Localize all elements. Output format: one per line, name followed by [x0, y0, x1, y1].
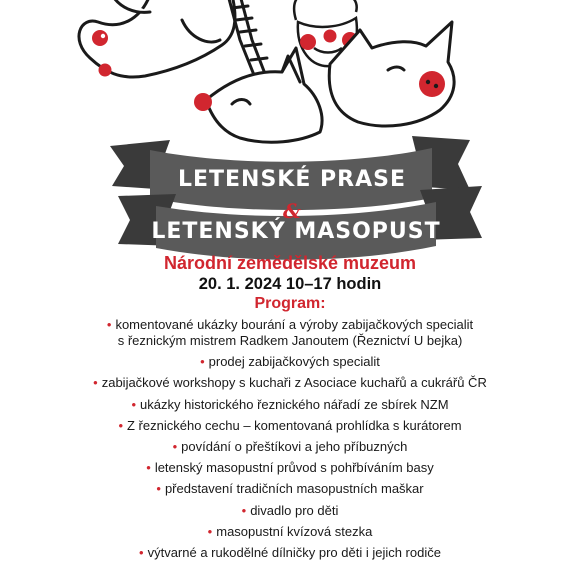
bullet-icon: •: [146, 460, 151, 476]
program-item-text: představení tradičních masopustních maškar: [164, 481, 424, 497]
program-list: [0, 317, 580, 561]
program-item-text: Z řeznického cechu – komentovaná prohlídka s kurátorem: [127, 417, 462, 433]
program-item-text: výtvarné a rukodělné dílničky pro děti i jejich rodiče: [147, 544, 441, 560]
program-item-text: letenský masopustní průvod s pohřbíváním basy: [154, 460, 434, 476]
poster-text-block: [0, 252, 580, 566]
bullet-icon: •: [106, 317, 112, 332]
bullet-icon: •: [118, 417, 123, 433]
program-item-text: komentované ukázky bourání a výroby zabijačkových specialit: [115, 317, 474, 332]
title-ampersand: &: [282, 199, 302, 223]
program-item: [0, 375, 580, 391]
program-item: [0, 503, 580, 519]
program-item: [0, 439, 580, 455]
boar-head-icon: [206, 48, 322, 142]
program-item-text: divadlo pro děti: [250, 502, 339, 518]
program-item-text: povídání o přeštíkovi a jeho příbuzných: [181, 438, 408, 454]
program-item-text: zabijačkové workshopy s kuchaři z Asociace kuchařů a cukrářů ČR: [101, 375, 487, 391]
bullet-icon: •: [93, 375, 98, 391]
title-line-2: LETENSKÝ MASOPUST: [151, 219, 441, 244]
program-item: [0, 481, 580, 497]
bullet-icon: •: [200, 354, 205, 370]
program-item: [0, 354, 580, 370]
event-date: 20. 1. 2024 10–17 hodin: [198, 275, 382, 293]
bullet-icon: •: [156, 481, 161, 497]
pig-snout-icon: [419, 71, 445, 97]
program-item: [0, 460, 580, 476]
bullet-icon: •: [172, 438, 178, 454]
program-heading: Program:: [254, 295, 326, 312]
program-item: [0, 397, 580, 413]
program-item-text: masopustní kvízová stezka: [216, 523, 373, 539]
bullet-icon: •: [207, 523, 213, 539]
program-item-text: ukázky historického řeznického nářadí ze sbírek NZM: [140, 396, 449, 412]
program-item: [0, 418, 580, 434]
bullet-icon: •: [241, 502, 247, 518]
museum-name: Národní zemědělské muzeum: [163, 253, 417, 273]
program-item: [0, 317, 580, 349]
title-line-1: LETENSKÉ PRASE: [177, 167, 407, 192]
program-item: [0, 545, 580, 561]
program-item-text: prodej zabijačkových specialit: [208, 354, 380, 370]
program-item: [0, 524, 580, 540]
bullet-icon: •: [139, 544, 144, 560]
bullet-icon: •: [131, 396, 137, 412]
boar-snout-icon: [194, 93, 212, 111]
program-item-subtext: s řeznickým mistrem Radkem Janoutem (Řeznictví U bejka): [117, 333, 463, 348]
